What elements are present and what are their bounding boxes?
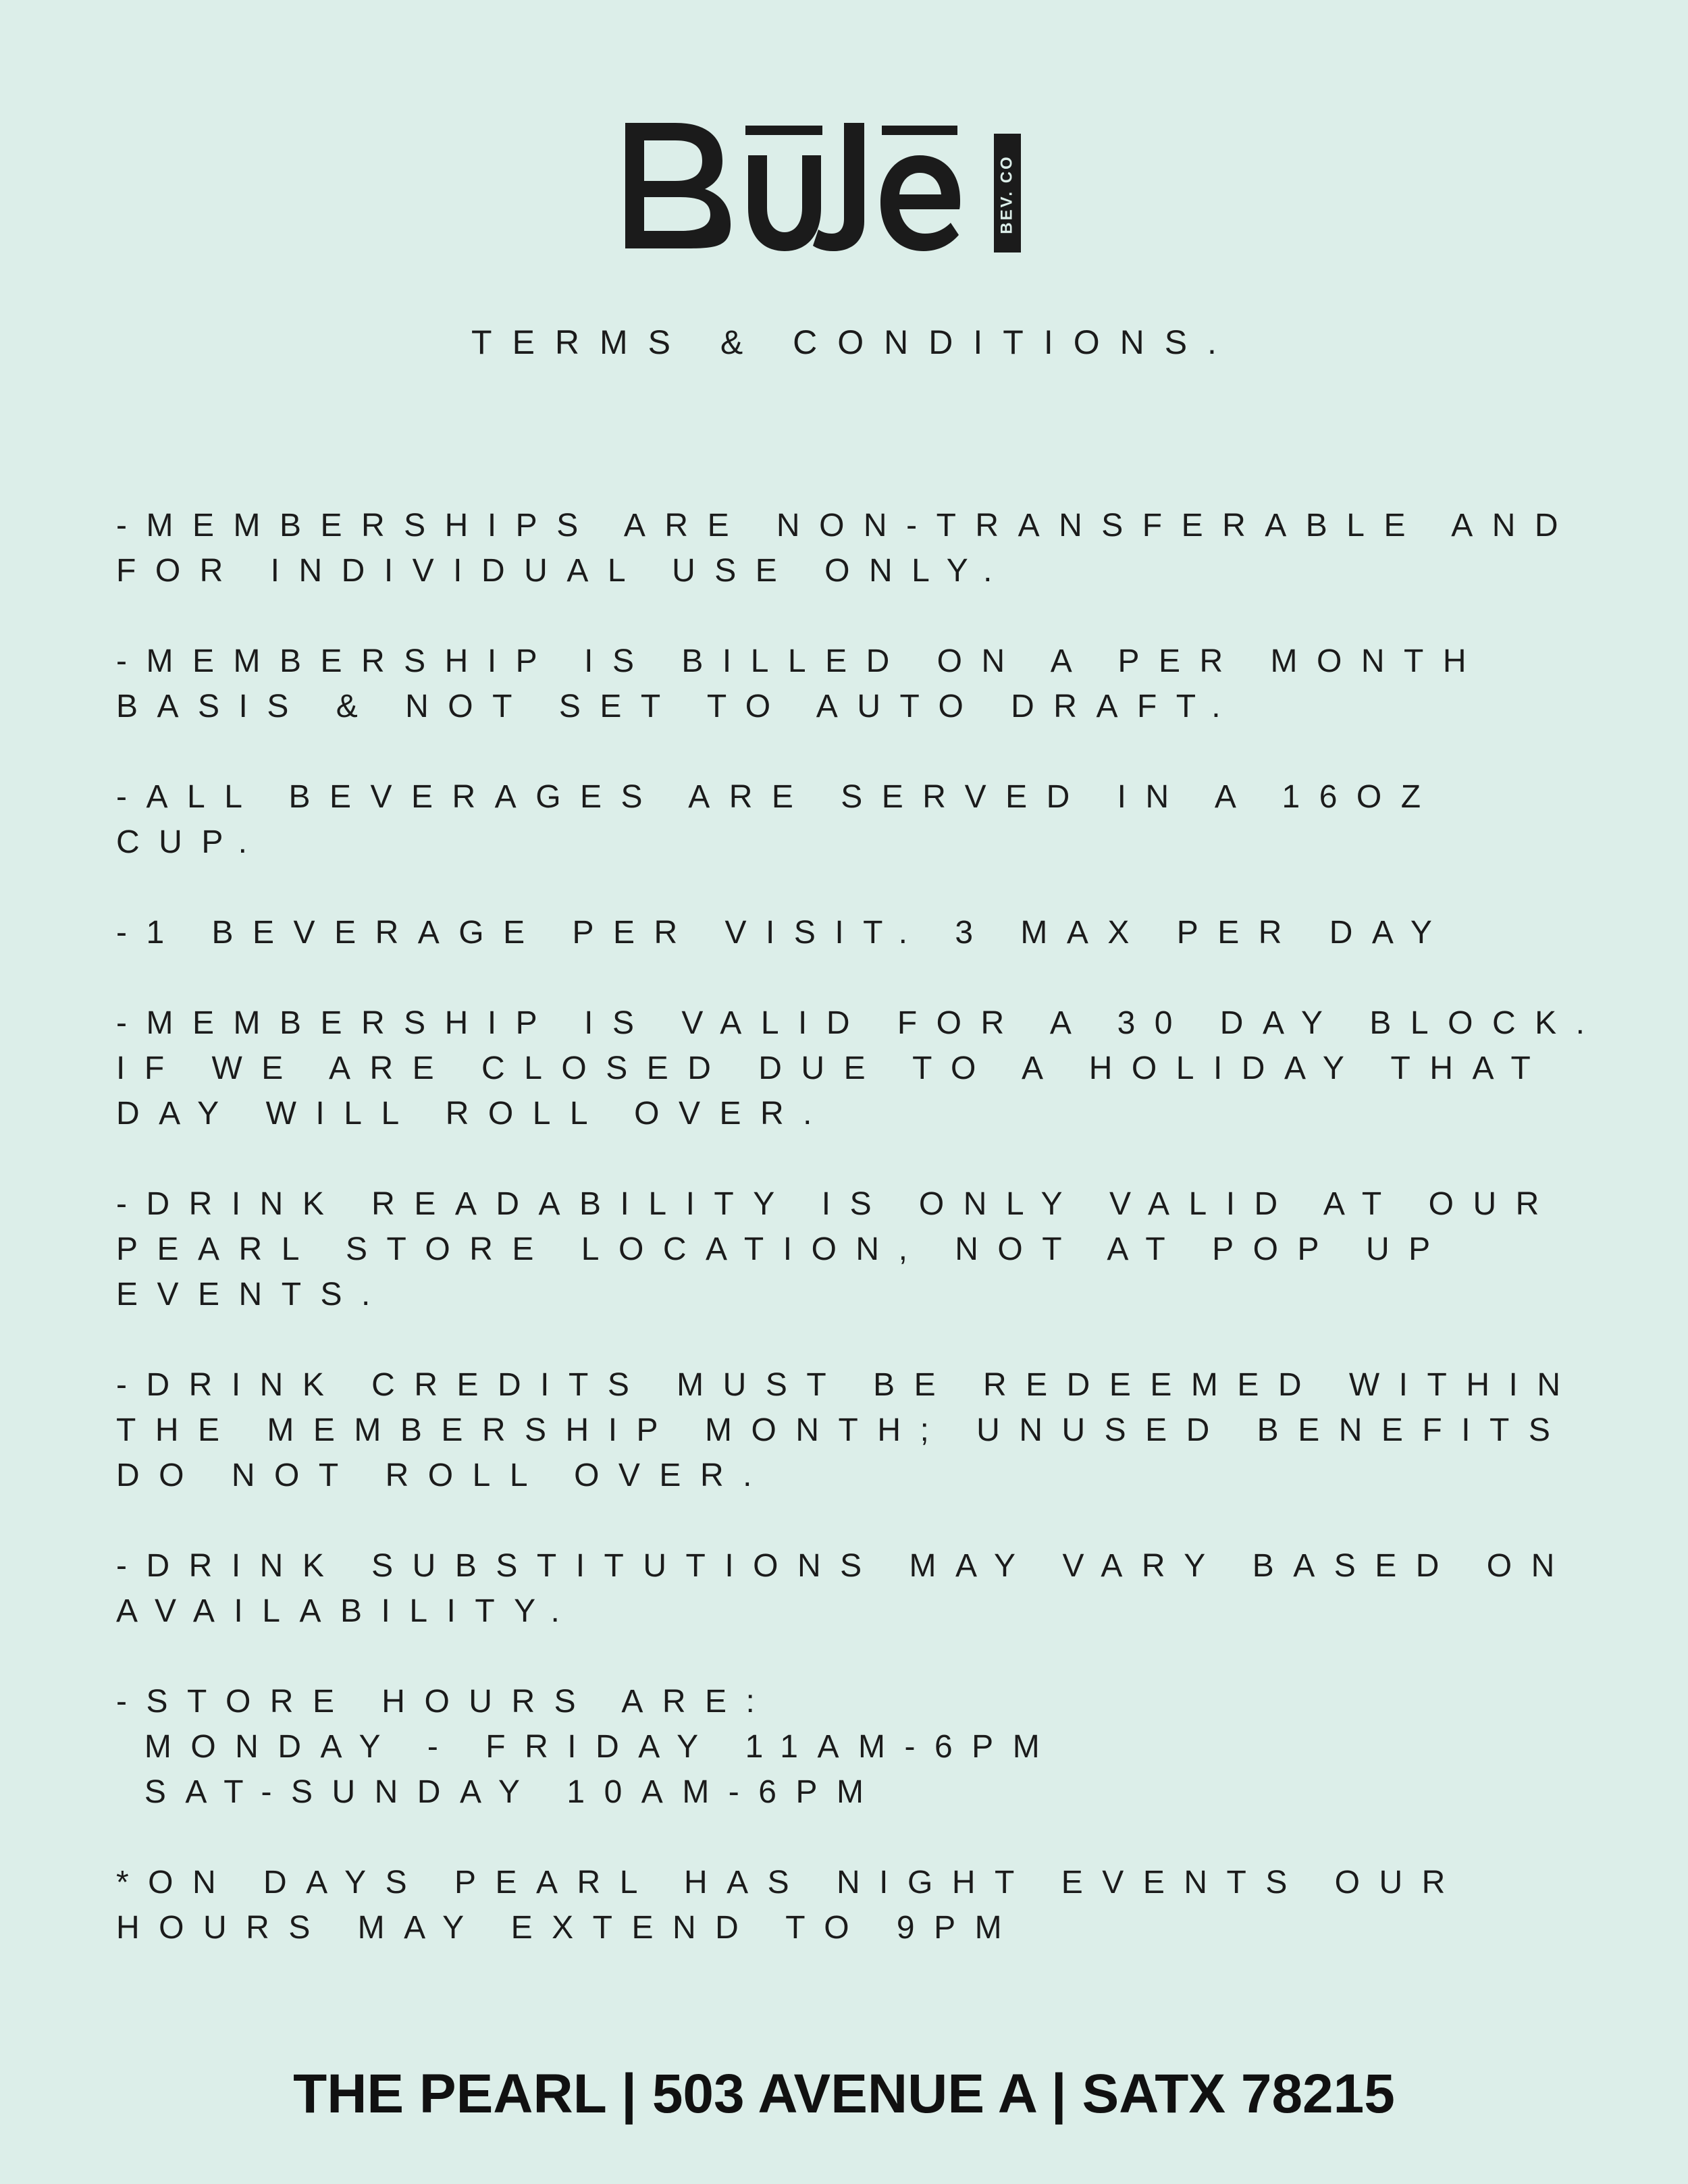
term-line: THE MEMBERSHIP MONTH; UNUSED BENEFITS: [116, 1412, 1570, 1448]
term-line: HOURS MAY EXTEND TO 9PM: [116, 1910, 1022, 1946]
footer-address: THE PEARL | 503 AVENUE A | SATX 78215: [293, 2063, 1395, 2125]
term-item: [116, 1860, 1656, 1950]
term-item: [116, 503, 1656, 593]
brand-logo: [621, 113, 1026, 255]
term-line: AVAILABILITY.: [116, 1593, 579, 1629]
term-item: [116, 1679, 1656, 1815]
term-line: EVENTS.: [116, 1277, 390, 1312]
term-line: MONDAY - FRIDAY 11AM-6PM: [116, 1729, 1059, 1765]
term-line: -MEMBERSHIP IS BILLED ON A PER MONTH: [116, 643, 1485, 679]
term-line: -1 BEVERAGE PER VISIT. 3 MAX PER DAY: [116, 915, 1452, 951]
term-line: DO NOT ROLL OVER.: [116, 1458, 771, 1493]
term-line: IF WE ARE CLOSED DUE TO A HOLIDAY THAT: [116, 1050, 1550, 1086]
term-item: [116, 1001, 1656, 1136]
term-line: FOR INDIVIDUAL USE ONLY.: [116, 553, 1011, 589]
term-line: DAY WILL ROLL OVER.: [116, 1096, 831, 1131]
term-line: -ALL BEVERAGES ARE SERVED IN A 16OZ: [116, 779, 1440, 815]
term-line: *ON DAYS PEARL HAS NIGHT EVENTS OUR: [116, 1865, 1465, 1900]
term-line: -MEMBERSHIP IS VALID FOR A 30 DAY BLOCK.: [116, 1005, 1604, 1041]
term-line: -STORE HOURS ARE:: [116, 1684, 774, 1720]
term-line: -DRINK SUBSTITUTIONS MAY VARY BASED ON: [116, 1548, 1574, 1584]
term-item: [116, 639, 1656, 729]
term-line: CUP.: [116, 824, 267, 860]
page-title: TERMS & CONDITIONS.: [471, 323, 1237, 361]
term-line: -MEMBERSHIPS ARE NON-TRANSFERABLE AND: [116, 508, 1578, 543]
term-line: PEARL STORE LOCATION, NOT AT POP UP: [116, 1231, 1450, 1267]
term-item: [116, 774, 1656, 865]
term-item: [116, 910, 1656, 955]
term-line: BASIS & NOT SET TO AUTO DRAFT.: [116, 689, 1240, 724]
buje-logo-mark: [621, 113, 1026, 255]
logo-tag-text: BEV. CO: [997, 155, 1016, 234]
term-item: [116, 1362, 1656, 1498]
term-line: -DRINK READABILITY IS ONLY VALID AT OUR: [116, 1186, 1558, 1222]
terms-list: [116, 503, 1656, 1996]
term-line: SAT-SUNDAY 10AM-6PM: [116, 1774, 883, 1810]
term-item: [116, 1543, 1656, 1634]
term-item: [116, 1181, 1656, 1317]
term-line: -DRINK CREDITS MUST BE REDEEMED WITHIN: [116, 1367, 1580, 1403]
